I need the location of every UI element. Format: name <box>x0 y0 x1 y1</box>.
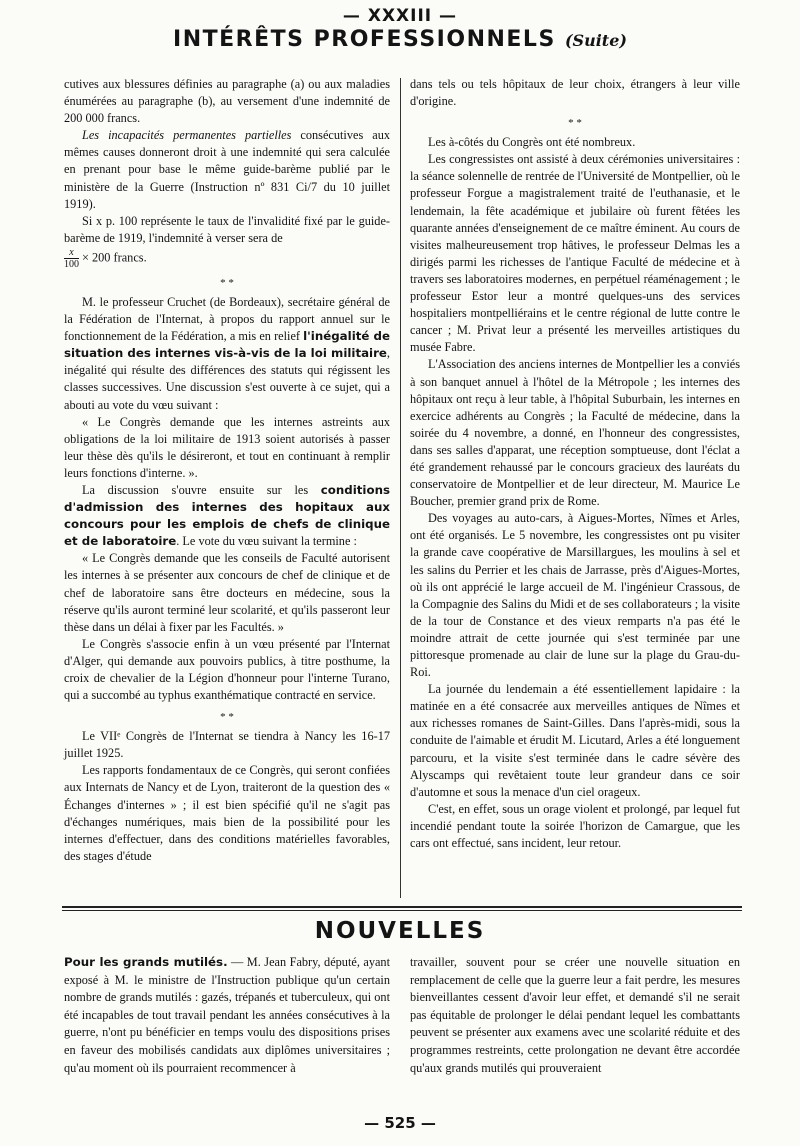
formula-fraction <box>64 247 79 270</box>
left-paragraph-1: cutives aux blessures définies au paragraphe (a) ou aux maladies énumérées au paragraphe (b), au versement d'une indemnité de 200 000 francs. <box>64 77 390 126</box>
right-paragraph-4: L'Association des anciens internes de Montpellier les a conviés à son banquet annuel à l'hôtel de la Métropole ; les internes des hôpitaux ont reçu à leur table, à l'hôpital Suburbain, les internes en exercice adhérents au Congrès ; la Faculté de médecine, dans la soirée du 4 novembre, a donné, en l'honneur des congressistes, dans ses salles d'apparat, une réception somptueuse, dont l'éclat a été grandement rehaussé par le concours gracieux des lauréats du conservatoire de Montpellier et de leur directeur, M. Maurice Le Boucher, premier grand prix de Rome. <box>410 357 740 509</box>
asterism-separator-3: * * <box>568 117 582 130</box>
right-paragraph-7: C'est, en effet, sous un orage violent et prolongé, par lequel fut incendié pendant toute la soirée l'horizon de Camargue, que les cars ont effectué, sans incident, leur retour. <box>410 801 740 851</box>
left-paragraph-10: Les rapports fondamentaux de ce Congrès, qui seront confiées aux Internats de Nancy et de Lyon, traiteront de la question des « Échanges d'internes » ; il est bien spécifié qu'il ne s'agit pas d'échanges numériques, mais bien de la possibilité pour les internes d'effectuer, dans des conditions matérielles favorables, des stages d'étude <box>64 763 390 863</box>
left-paragraph-7: « Le Congrès demande que les conseils de Faculté autorisent les internes à se présenter aux concours de chef de clinique et de chef de laboratoire sans être docteurs en médecine, sous la réserve qu'ils auront terminé leur scolarité, et qu'ils passeront leur thèse dans un délai à fixer par les Facultés. » <box>64 551 390 634</box>
section-number: — XXXIII — <box>342 6 458 26</box>
news-right-column <box>410 954 740 1077</box>
left-paragraph-2-rest: consécutives aux mêmes causes donneront droit à une indemnité qui sera calculée en prenant pour base le même guide-barème publié par le ministère de la Guerre (Instruction nº 831 Ci/7 du 10 juillet 1919). <box>64 128 391 211</box>
right-paragraph-6: La journée du lendemain a été essentiellement lapidaire : la matinée en a été consacrée aux merveilles antiques de Nîmes et aux richesses romanes de Saint-Gilles. Dans l'après-midi, sous la conduite de l'aimable et érudit M. Licutard, Arles a été longuement parcouru, et la visite s'est terminée dans le cadre sévère des Alyscamps qui revêtaient toute leur grandeur dans ce soir d'automne et sous la menace d'un ciel orageux. <box>410 682 740 799</box>
left-formula <box>64 247 390 270</box>
section-rule <box>62 906 742 908</box>
left-paragraph-5: « Le Congrès demande que les internes astreints aux obligations de la loi militaire de 1913 soient autorisés à passer leur thèse dès qu'ils le désireront, et tout en continuant à remplir leurs fonctions d'interne. ». <box>64 414 390 480</box>
left-column <box>64 76 390 865</box>
section-title <box>0 27 800 52</box>
formula-numerator: x <box>64 247 79 259</box>
formula-rest: × 200 francs. <box>82 250 147 265</box>
left-paragraph-4b: , inégalité qui résulte des différences des statuts qui régissent les classes successives. Une discussion s'est ouverte à ce sujet, qui a abouti au vote du vœu suivant : <box>64 346 390 412</box>
section-suite: (Suite) <box>564 31 627 50</box>
left-paragraph-6b: . Le vote du vœu suivant la termine : <box>176 534 357 549</box>
news-lead: Pour les grands mutilés. <box>64 955 228 969</box>
section-rule-thin <box>62 910 742 911</box>
asterism-separator: * * <box>220 276 234 289</box>
right-column <box>410 76 740 852</box>
asterism-separator-2: * * <box>220 711 234 724</box>
right-paragraph-3: Les congressistes ont assisté à deux cérémonies universitaires : la séance solennelle de rentrée de l'Université de Montpellier, où le professeur Forgue a magistralement traité de l'euthanasie, et le lendemain, la fête académique et jubilaire où furent fêtées les quarante années d'enseignement de ce maître éminent. Au cours de visites malheureusement trop hâtives, le professeur Delmas les a dirigés parmi les richesses de l'antique Faculté de médecine et à travers ses laboratoires modernes, en perpétuel réaménagement ; le professeur Estor leur a montré quelques-uns des services hospitaliers montpelliérains et le centre régional de lutte contre le cancer ; M. Privat leur a présenté les merveilles artistiques du musée Fabre. <box>410 152 740 355</box>
news-title: NOUVELLES <box>314 918 486 944</box>
left-paragraph-8: Le Congrès s'associe enfin à un vœu présenté par l'Internat d'Alger, qui demande aux pouvoirs publics, à titre posthume, la croix de chevalier de la Légion d'honneur pour l'interne Turano, qui a succombé au typhus exanthématique contracté en service. <box>64 636 390 703</box>
left-paragraph-4-bold: l'inégalité de situation des internes vis-à-vis de la loi militaire <box>64 329 390 361</box>
news-left-text: — M. Jean Fabry, député, ayant exposé à M. le ministre de l'Instruction publique qu'un certain nombre de grands mutilés : gazés, trépanés et tuberculeux, qui ont été incapables de tout travail pendant les années consécutives à la guerre, n'ont pu bénéficier en temps voulu des dispositions prises en faveur des mobilisés candidats aux diplômes universitaires ; qu'au moment où ils pourraient recommencer à <box>64 955 390 1075</box>
left-paragraph-2 <box>64 127 390 212</box>
right-paragraph-5: Des voyages au auto-cars, à Aigues-Mortes, Nîmes et Arles, ont été organisés. Le 5 novembre, les congressistes ont pu visiter la grande cave coopérative de Marsillargues, les moulins à sel et les salins du Perrier et les chais de Jarrasse, près d'Aigues-Mortes, où ils ont apprécié le large accueil de M. l'ingénieur Crassous, de la Compagnie des Salins du Midi et de ses collaborateurs ; la visite de la tour de Constance et des vieux remparts n'a pas été le moindre attrait de cette journée qui s'est terminée par une pittoresque promenade au clair de lune sur la plage du Grau-du-Roi. <box>410 511 740 680</box>
column-divider <box>400 78 401 898</box>
right-paragraph-1: dans tels ou tels hôpitaux de leur choix, étrangers à leur ville d'origine. <box>410 77 740 109</box>
left-paragraph-6a: La discussion s'ouvre ensuite sur les <box>82 482 321 497</box>
news-left-column <box>64 954 390 1077</box>
left-paragraph-3: Si x p. 100 représente le taux de l'invalidité fixé par le guide-barème de 1919, l'indemnité à verser sera de <box>64 213 390 245</box>
page-number: — 525 — <box>364 1114 436 1132</box>
news-right-text: travailler, souvent pour se créer une nouvelle situation en remplacement de celle que la guerre leur a fait perdre, les mesures bienveillantes cessent d'avoir leur effet, et demandé s'il ne serait pas équitable de prolonger le délai pendant lequel les combattants peuvent se présenter aux examens avec une scolarité réduite et des programmes restreints, cette prolongation ne devant être accordée qu'aux grands mutilés qui prouveraient <box>410 955 740 1075</box>
left-paragraph-6-bold: conditions d'admission des internes des hopitaux aux concours pour les emplois de chefs de clinique et de laboratoire <box>64 482 390 549</box>
right-paragraph-2: Les à-côtés du Congrès ont été nombreux. <box>428 135 636 150</box>
left-paragraph-4a: M. le professeur Cruchet (de Bordeaux), secrétaire général de la Fédération de l'Internat, à propos du rapport annuel sur le fonctionnement de la Fédération, a mis en relief <box>64 294 390 344</box>
section-title-text: INTÉRÊTS PROFESSIONNELS <box>173 27 556 52</box>
left-paragraph-4 <box>64 294 390 414</box>
left-paragraph-6 <box>64 482 390 550</box>
formula-denominator: 100 <box>64 258 79 270</box>
left-paragraph-2-italic: Les incapacités permanentes partielles <box>82 128 292 143</box>
left-paragraph-9: Le VIIᵉ Congrès de l'Internat se tiendra à Nancy les 16-17 juillet 1925. <box>64 729 390 761</box>
